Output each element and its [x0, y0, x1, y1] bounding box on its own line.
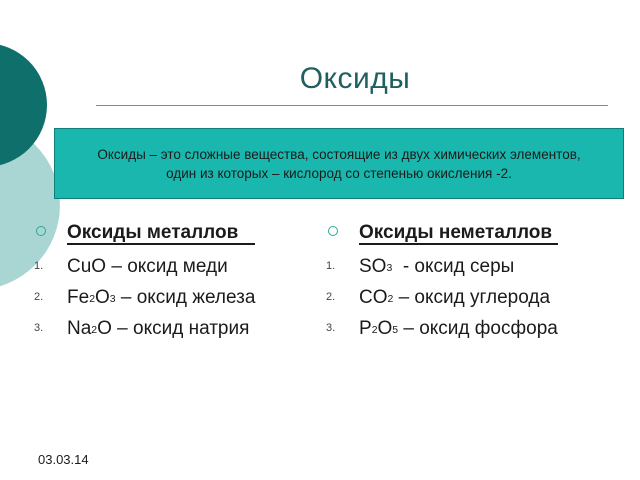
- formula: $CO_2$: [359, 287, 394, 308]
- item-number: 2.: [326, 291, 336, 303]
- definition-text: Оксиды – это сложные вещества, состоящие из двух химических элементов, один из которых – кислород со степенью окисления -2.: [97, 146, 581, 181]
- item-description: – оксид меди: [106, 256, 228, 277]
- bullet-ring-icon: [36, 226, 46, 236]
- item-number: 2.: [34, 291, 44, 303]
- nonmetal-oxides-heading: Оксиды неметаллов: [326, 219, 558, 247]
- list-item: [34, 282, 255, 313]
- nonmetal-oxides-list: [326, 251, 558, 344]
- item-description: – оксид углерода: [393, 287, 551, 308]
- formula: $Na_2O$: [67, 318, 112, 339]
- title-divider: [96, 105, 608, 106]
- item-number: 3.: [34, 322, 44, 334]
- formula: $P_2O_5$: [359, 318, 399, 339]
- heading-underline: [67, 243, 255, 245]
- list-item: [34, 313, 255, 344]
- list-item: [326, 313, 558, 344]
- formula: CuO: [67, 256, 107, 277]
- bullet-ring-icon: [328, 226, 338, 236]
- item-number: 3.: [326, 322, 336, 334]
- definition-box: [54, 128, 624, 199]
- formula: $Fe_2O_3$: [67, 287, 116, 308]
- nonmetal-oxides-column: [326, 219, 558, 344]
- item-description: - оксид серы: [392, 256, 515, 277]
- heading-underline: [359, 243, 558, 245]
- slide-title: Оксиды: [299, 62, 411, 95]
- list-item: [326, 251, 558, 282]
- metal-oxides-list: [34, 251, 255, 344]
- item-description: – оксид натрия: [111, 318, 250, 339]
- list-item: [34, 251, 255, 282]
- item-number: 1.: [326, 260, 336, 272]
- item-description: – оксид железа: [115, 287, 256, 308]
- metal-oxides-column: [34, 219, 255, 344]
- slide-date: 03.03.14: [38, 452, 89, 467]
- item-description: – оксид фосфора: [398, 318, 558, 339]
- list-item: [326, 282, 558, 313]
- metal-oxides-heading: Оксиды металлов: [34, 219, 255, 247]
- formula: $SO_3$: [359, 256, 393, 277]
- item-number: 1.: [34, 260, 44, 272]
